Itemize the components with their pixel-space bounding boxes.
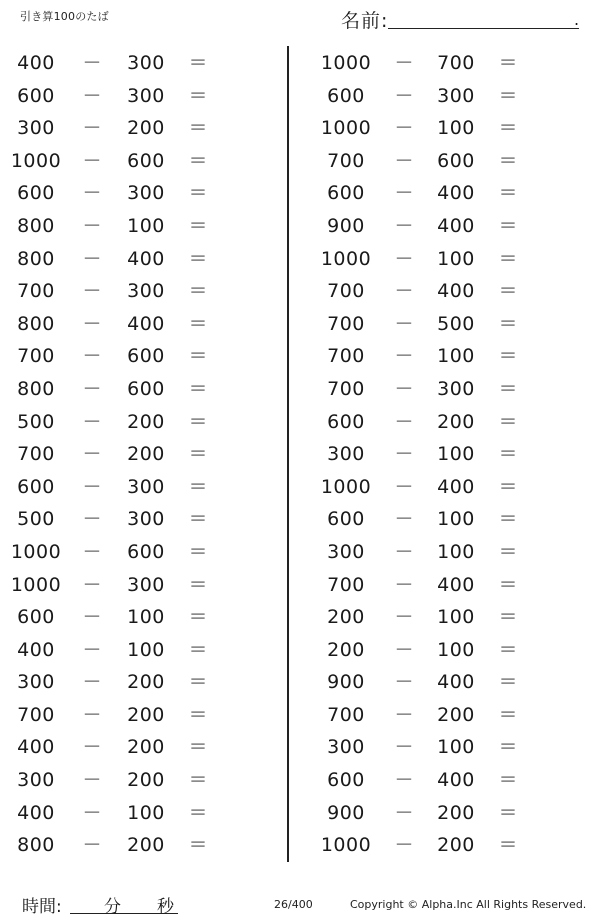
minus-sign: － [82,52,102,74]
minuend: 800 [17,247,55,270]
subtrahend: 200 [127,736,165,759]
problem-row [305,667,585,700]
minuend: 600 [327,769,365,792]
minuend: 200 [327,638,365,661]
problem-row [0,439,280,472]
subtrahend: 400 [437,573,475,596]
equals-sign: ＝ [188,801,208,824]
problem-row [0,635,280,668]
minus-sign: － [82,312,102,335]
minuend: 800 [17,214,55,237]
subtrahend: 300 [127,475,165,498]
minuend: 300 [17,769,55,792]
equals-sign: ＝ [498,149,518,172]
minus-sign: － [82,280,102,303]
problem-row [305,504,585,537]
minus-sign: － [82,214,102,237]
problem-row [0,276,280,309]
subtrahend: 200 [127,117,165,140]
equals-sign: ＝ [188,410,208,433]
problem-row [305,146,585,179]
equals-sign: ＝ [498,443,518,466]
problem-row [0,407,280,440]
equals-sign: ＝ [188,312,208,335]
minus-sign: － [82,703,102,726]
subtrahend: 300 [437,377,475,400]
problem-row [0,81,280,114]
subtrahend: 200 [127,834,165,857]
problem-row [305,81,585,114]
subtrahend: 100 [437,117,475,140]
minuend: 1000 [320,834,372,857]
minus-sign: － [394,117,414,140]
minuend: 900 [327,214,365,237]
minuend: 600 [327,508,365,531]
minuend: 700 [327,312,365,335]
problem-row [305,211,585,244]
subtrahend: 600 [127,540,165,563]
problem-column-left [0,48,280,863]
problem-row [305,472,585,505]
minuend: 800 [17,377,55,400]
subtrahend: 100 [437,345,475,368]
equals-sign: ＝ [188,84,208,107]
equals-sign: ＝ [498,117,518,140]
minuend: 300 [327,736,365,759]
minus-sign: － [394,312,414,335]
subtrahend: 200 [127,671,165,694]
equals-sign: ＝ [188,671,208,694]
name-blank-line[interactable] [388,28,579,29]
equals-sign: ＝ [498,214,518,237]
name-field [341,6,581,30]
equals-sign: ＝ [188,443,208,466]
minuend: 1000 [10,573,62,596]
minus-sign: － [394,769,414,792]
equals-sign: ＝ [498,540,518,563]
minus-sign: － [82,606,102,629]
equals-sign: ＝ [188,540,208,563]
equals-sign: ＝ [188,703,208,726]
minuend: 300 [17,671,55,694]
minus-sign: － [82,345,102,368]
subtrahend: 100 [127,638,165,661]
minus-sign: － [394,280,414,303]
minuend: 500 [17,508,55,531]
minus-sign: － [82,182,102,205]
minuend: 1000 [320,117,372,140]
subtrahend: 300 [127,280,165,303]
minuend: 400 [17,736,55,759]
minus-sign: － [394,801,414,824]
subtrahend: 200 [127,769,165,792]
time-label: 時間: [22,897,62,917]
minus-sign: － [394,671,414,694]
minus-sign: － [394,214,414,237]
equals-sign: ＝ [188,182,208,205]
problem-row [0,374,280,407]
problem-row [0,537,280,570]
equals-sign: ＝ [498,606,518,629]
minuend: 600 [17,475,55,498]
equals-sign: ＝ [498,475,518,498]
equals-sign: ＝ [498,410,518,433]
minus-sign: － [82,834,102,857]
problem-row [305,244,585,277]
minus-sign: － [394,247,414,270]
equals-sign: ＝ [498,182,518,205]
subtrahend: 100 [127,214,165,237]
equals-sign: ＝ [188,769,208,792]
problem-row [0,667,280,700]
minuend: 1000 [320,52,372,74]
subtrahend: 600 [437,149,475,172]
minus-sign: － [394,834,414,857]
problem-row [305,537,585,570]
problem-row [0,211,280,244]
minuend: 700 [17,443,55,466]
problem-row [0,178,280,211]
problem-row [305,48,585,81]
problem-row [305,309,585,342]
minus-sign: － [82,247,102,270]
subtrahend: 400 [437,475,475,498]
minuend: 1000 [10,540,62,563]
minuend: 600 [17,606,55,629]
equals-sign: ＝ [188,475,208,498]
minuend: 600 [327,410,365,433]
minus-sign: － [82,736,102,759]
problem-row [0,602,280,635]
minuend: 500 [17,410,55,433]
subtrahend: 300 [127,84,165,107]
equals-sign: ＝ [498,377,518,400]
equals-sign: ＝ [498,769,518,792]
problem-row [305,276,585,309]
minuend: 600 [327,182,365,205]
minus-sign: － [394,475,414,498]
problem-row [0,48,280,81]
equals-sign: ＝ [498,345,518,368]
minus-sign: － [82,149,102,172]
problem-row [0,472,280,505]
subtrahend: 100 [437,540,475,563]
problem-row [305,602,585,635]
minuend: 1000 [320,475,372,498]
minuend: 700 [327,149,365,172]
equals-sign: ＝ [498,573,518,596]
subtrahend: 300 [437,84,475,107]
minus-sign: － [394,345,414,368]
minus-sign: － [394,540,414,563]
problem-row [0,570,280,603]
minus-sign: － [394,52,414,74]
problem-row [0,830,280,863]
equals-sign: ＝ [498,84,518,107]
minuend: 700 [17,280,55,303]
problem-row [305,570,585,603]
equals-sign: ＝ [188,573,208,596]
minus-sign: － [82,801,102,824]
minus-sign: － [394,443,414,466]
minuend: 700 [17,703,55,726]
minuend: 400 [17,638,55,661]
subtrahend: 200 [127,703,165,726]
minuend: 400 [17,801,55,824]
subtrahend: 400 [437,214,475,237]
equals-sign: ＝ [498,312,518,335]
equals-sign: ＝ [188,345,208,368]
minuend: 800 [17,834,55,857]
copyright-notice: Copyright © Alpha.Inc All Rights Reserved. [350,898,587,911]
minuend: 700 [327,280,365,303]
problem-row [0,244,280,277]
subtrahend: 300 [127,52,165,74]
minuend: 1000 [10,149,62,172]
equals-sign: ＝ [188,214,208,237]
subtrahend: 200 [127,443,165,466]
problem-column-right [305,48,585,863]
problem-row [305,830,585,863]
equals-sign: ＝ [498,508,518,531]
minus-sign: － [82,84,102,107]
problem-row [0,700,280,733]
minuend: 300 [17,117,55,140]
subtrahend: 300 [127,573,165,596]
problem-row [305,765,585,798]
minutes-label: 分 [104,897,121,917]
minuend: 600 [17,84,55,107]
subtrahend: 200 [127,410,165,433]
problem-row [305,113,585,146]
problem-row [305,439,585,472]
minuend: 900 [327,671,365,694]
minus-sign: － [82,410,102,433]
equals-sign: ＝ [498,247,518,270]
equals-sign: ＝ [188,834,208,857]
minus-sign: － [394,703,414,726]
subtrahend: 200 [437,410,475,433]
equals-sign: ＝ [188,149,208,172]
subtrahend: 600 [127,377,165,400]
minus-sign: － [394,182,414,205]
problem-row [305,732,585,765]
subtrahend: 400 [437,182,475,205]
subtrahend: 400 [127,312,165,335]
minus-sign: － [82,769,102,792]
equals-sign: ＝ [188,606,208,629]
seconds-label: 秒 [157,897,174,917]
subtrahend: 100 [127,606,165,629]
minus-sign: － [394,606,414,629]
problem-row [305,341,585,374]
subtrahend: 600 [127,345,165,368]
subtrahend: 100 [437,247,475,270]
equals-sign: ＝ [498,280,518,303]
problem-row [0,146,280,179]
subtrahend: 400 [127,247,165,270]
subtrahend: 400 [437,280,475,303]
problem-row [305,700,585,733]
problem-row [0,765,280,798]
minus-sign: － [82,671,102,694]
name-line-dot: . [574,10,580,29]
subtrahend: 100 [437,606,475,629]
minus-sign: － [82,475,102,498]
problem-row [0,798,280,831]
equals-sign: ＝ [188,377,208,400]
minuend: 600 [327,84,365,107]
minuend: 700 [327,573,365,596]
subtrahend: 100 [437,638,475,661]
equals-sign: ＝ [188,52,208,74]
subtrahend: 500 [437,312,475,335]
minus-sign: － [394,377,414,400]
equals-sign: ＝ [498,671,518,694]
name-label: 名前: [341,10,389,32]
equals-sign: ＝ [498,801,518,824]
problem-row [0,732,280,765]
problem-row [305,374,585,407]
problem-row [0,341,280,374]
minus-sign: － [394,149,414,172]
subtrahend: 200 [437,834,475,857]
minuend: 700 [17,345,55,368]
equals-sign: ＝ [498,703,518,726]
minuend: 300 [327,540,365,563]
equals-sign: ＝ [188,280,208,303]
subtrahend: 700 [437,52,475,74]
subtrahend: 600 [127,149,165,172]
equals-sign: ＝ [188,117,208,140]
subtrahend: 300 [127,508,165,531]
minuend: 700 [327,703,365,726]
problem-row [305,178,585,211]
minus-sign: － [394,508,414,531]
equals-sign: ＝ [188,736,208,759]
equals-sign: ＝ [498,52,518,74]
problem-row [305,635,585,668]
equals-sign: ＝ [188,247,208,270]
minus-sign: － [82,573,102,596]
minus-sign: － [394,573,414,596]
subtrahend: 100 [437,508,475,531]
minus-sign: － [82,508,102,531]
problem-row [0,309,280,342]
minuend: 700 [327,377,365,400]
minuend: 700 [327,345,365,368]
page-counter: 26/400 [274,898,313,911]
minus-sign: － [82,638,102,661]
subtrahend: 100 [437,736,475,759]
minuend: 600 [17,182,55,205]
minus-sign: － [82,117,102,140]
minus-sign: － [82,377,102,400]
minuend: 400 [17,52,55,74]
equals-sign: ＝ [188,508,208,531]
minuend: 900 [327,801,365,824]
minuend: 1000 [320,247,372,270]
minus-sign: － [394,84,414,107]
equals-sign: ＝ [188,638,208,661]
minus-sign: － [394,736,414,759]
subtrahend: 200 [437,801,475,824]
minus-sign: － [394,638,414,661]
minus-sign: － [82,443,102,466]
equals-sign: ＝ [498,736,518,759]
minus-sign: － [394,410,414,433]
time-record-area [22,889,192,915]
problem-row [305,407,585,440]
problem-row [0,113,280,146]
subtrahend: 400 [437,769,475,792]
worksheet-title: 引き算100のたば [20,10,109,23]
minuend: 300 [327,443,365,466]
equals-sign: ＝ [498,834,518,857]
subtrahend: 400 [437,671,475,694]
problem-row [305,798,585,831]
subtrahend: 100 [127,801,165,824]
subtrahend: 200 [437,703,475,726]
subtrahend: 300 [127,182,165,205]
minuend: 800 [17,312,55,335]
column-divider [287,46,289,862]
subtrahend: 100 [437,443,475,466]
equals-sign: ＝ [498,638,518,661]
minuend: 200 [327,606,365,629]
minus-sign: － [82,540,102,563]
problem-row [0,504,280,537]
